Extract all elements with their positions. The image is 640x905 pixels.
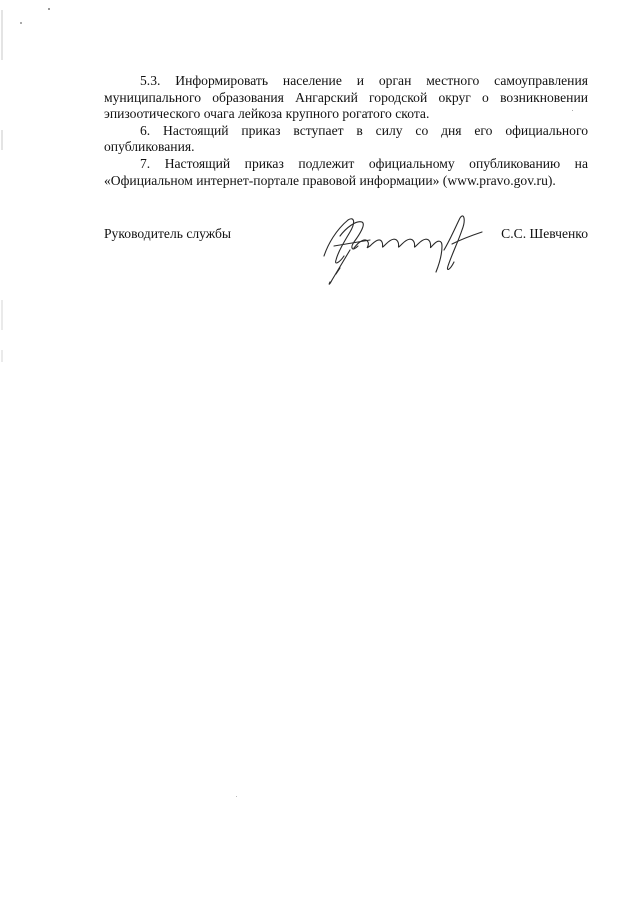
document-body [104,73,588,189]
scan-speck [236,796,237,797]
scan-speck [20,22,22,24]
signatory-role: Руководитель службы [104,226,232,241]
scan-speck [48,8,50,10]
paragraph-5-3: 5.3. Информировать население и орган местного самоуправления муниципального образования Ангарский городской округ о возникновении эпизоотического очага лейкоза крупного рогатого скота. [104,73,588,122]
paragraph-6: 6. Настоящий приказ вступает в силу со дня его официального опубликования. [104,122,588,155]
scan-margin-marks [0,0,10,905]
paragraph-7: 7. Настоящий приказ подлежит официальному опубликованию на «Официальном интернет-портале правовой информации» (www.pravo.gov.ru). [104,155,588,188]
signatory-name: С.С. Шевченко [501,226,588,241]
handwritten-signature [310,210,500,290]
signature-block [104,226,588,296]
